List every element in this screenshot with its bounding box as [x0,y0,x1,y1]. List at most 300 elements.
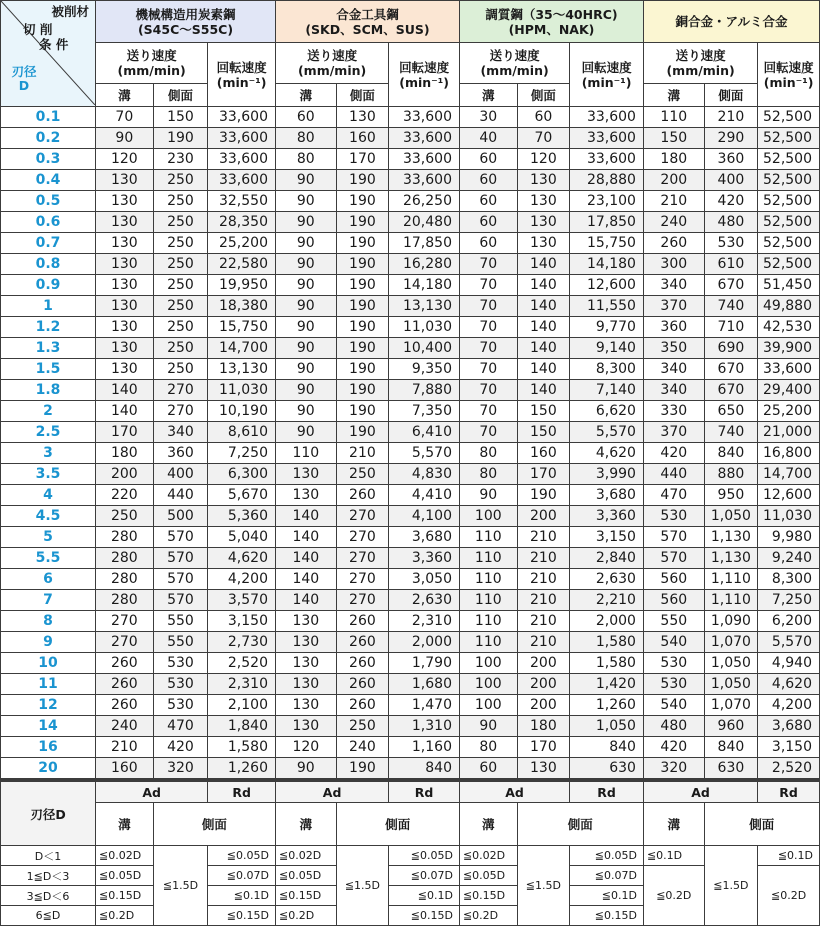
table-row [1,380,820,401]
side-feed-cell: 260 [336,674,389,695]
groove-feed-cell: 130 [275,485,336,506]
rotation-speed-cell: 52,500 [758,107,820,128]
rotation-speed-cell: 39,900 [758,338,820,359]
groove-feed-cell: 100 [459,674,517,695]
side-feed-cell: 670 [704,275,758,296]
material-header-alloy-tool-steel: 合金工具鋼 (SKD、SCM、SUS) [275,1,459,43]
rd-header: Rd [758,781,820,803]
side-feed-cell: 270 [336,527,389,548]
side-feed-cell: 170 [336,149,389,170]
groove-feed-cell: 130 [96,275,154,296]
side-feed-cell: 140 [517,275,570,296]
rotation-speed-cell: 33,600 [389,107,460,128]
groove-feed-cell: 90 [275,317,336,338]
groove-feed-cell: 110 [643,107,704,128]
groove-feed-cell: 560 [643,569,704,590]
side-feed-cell: 250 [153,212,208,233]
table-row [1,254,820,275]
rotation-speed-cell: 1,160 [389,737,460,758]
groove-tolerance-cell: ≦0.2D [96,906,154,926]
rotation-speed-cell: 15,750 [570,233,644,254]
groove-feed-cell: 240 [643,212,704,233]
side-feed-cell: 170 [517,737,570,758]
groove-feed-cell: 260 [96,653,154,674]
rotation-speed-cell: 4,830 [389,464,460,485]
groove-feed-cell: 420 [643,737,704,758]
rotation-speed-cell: 7,880 [389,380,460,401]
groove-feed-cell: 130 [96,233,154,254]
rotation-speed-cell: 52,500 [758,254,820,275]
side-feed-cell: 250 [153,317,208,338]
diameter-cell: 0.9 [1,275,96,296]
side-feed-cell: 840 [704,737,758,758]
diameter-cell: 11 [1,674,96,695]
groove-feed-cell: 80 [459,443,517,464]
rotation-speed-cell: 33,600 [208,170,276,191]
rotation-speed-cell: 2,310 [389,611,460,632]
rotation-speed-cell: 25,200 [758,401,820,422]
feed-rate-header: 送り速度 (mm/min) [459,43,569,84]
groove-feed-cell: 540 [643,695,704,716]
side-feed-cell: 740 [704,422,758,443]
groove-feed-cell: 110 [459,569,517,590]
side-feed-cell: 570 [153,590,208,611]
rotation-speed-cell: 3,680 [389,527,460,548]
groove-feed-cell: 90 [459,485,517,506]
side-feed-cell: 170 [517,464,570,485]
rotation-speed-cell: 5,570 [570,422,644,443]
rotation-speed-cell: 33,600 [389,170,460,191]
groove-feed-cell: 220 [96,485,154,506]
rotation-speed-cell: 3,680 [758,716,820,737]
side-feed-cell: 190 [336,422,389,443]
rotation-speed-cell: 23,100 [570,191,644,212]
side-feed-cell: 250 [153,359,208,380]
groove-feed-cell: 90 [275,338,336,359]
rotation-speed-cell: 9,980 [758,527,820,548]
side-feed-cell: 250 [336,716,389,737]
diameter-cell: 12 [1,695,96,716]
groove-feed-cell: 530 [643,674,704,695]
side-header: 側面 [336,84,389,107]
groove-feed-cell: 110 [459,611,517,632]
rotation-speed-cell: 9,350 [389,359,460,380]
groove-tolerance-cell: ≦0.02D [275,846,336,866]
diameter-condition-cell: 1≦D＜3 [1,866,96,886]
side-feed-cell: 630 [704,758,758,779]
groove-feed-cell: 280 [96,527,154,548]
side-feed-cell: 670 [704,359,758,380]
rd-tolerance-cell: ≦0.1D [570,886,644,906]
groove-feed-cell: 70 [459,317,517,338]
groove-feed-cell: 250 [96,506,154,527]
groove-feed-cell: 180 [643,149,704,170]
groove-feed-cell: 60 [459,758,517,779]
rotation-speed-cell: 13,130 [208,359,276,380]
rotation-speed-cell: 4,620 [758,674,820,695]
rotation-speed-cell: 20,480 [389,212,460,233]
groove-feed-cell: 90 [275,212,336,233]
groove-feed-cell: 270 [96,632,154,653]
rotation-speed-cell: 4,200 [208,569,276,590]
side-feed-cell: 210 [336,443,389,464]
groove-feed-cell: 160 [96,758,154,779]
rotation-speed-cell: 11,030 [389,317,460,338]
diameter-cell: 0.2 [1,128,96,149]
groove-feed-cell: 140 [275,527,336,548]
side-feed-cell: 270 [153,401,208,422]
rotation-speed-cell: 9,770 [570,317,644,338]
groove-header: 溝 [96,84,154,107]
side-feed-cell: 190 [336,359,389,380]
side-feed-cell: 1,090 [704,611,758,632]
side-feed-cell: 210 [704,107,758,128]
material-label: 被削材 [51,4,90,19]
diameter-cell: 0.1 [1,107,96,128]
side-feed-cell: 140 [517,359,570,380]
groove-tolerance-cell: ≦0.15D [96,886,154,906]
groove-tolerance-cell: ≦0.2D [643,866,704,926]
groove-feed-cell: 60 [459,233,517,254]
side-feed-cell: 690 [704,338,758,359]
side-feed-cell: 340 [153,422,208,443]
side-feed-cell: 190 [336,296,389,317]
material-header-copper-aluminum: 銅合金・アルミ合金 [643,1,819,43]
groove-feed-cell: 80 [275,128,336,149]
diameter-cell: 9 [1,632,96,653]
groove-feed-cell: 200 [96,464,154,485]
rotation-speed-cell: 630 [570,758,644,779]
side-feed-cell: 480 [704,212,758,233]
side-feed-cell: 210 [517,548,570,569]
rotation-speed-cell: 4,940 [758,653,820,674]
side-ad-tolerance-cell: ≦1.5D [336,846,389,926]
side-feed-cell: 400 [704,170,758,191]
diameter-cell: 6 [1,569,96,590]
rotation-speed-cell: 2,840 [570,548,644,569]
groove-feed-cell: 70 [459,401,517,422]
rotation-speed-cell: 1,580 [570,653,644,674]
rd-tolerance-cell: ≦0.07D [208,866,276,886]
groove-feed-cell: 30 [459,107,517,128]
groove-feed-cell: 90 [275,233,336,254]
side-feed-cell: 1,130 [704,527,758,548]
material-header-carbon-steel: 機械構造用炭素鋼 (S45C〜S55C) [96,1,276,43]
groove-feed-cell: 130 [96,254,154,275]
diameter-cell: 1.3 [1,338,96,359]
table-row [1,548,820,569]
side-feed-cell: 1,110 [704,590,758,611]
side-feed-cell: 550 [153,611,208,632]
groove-feed-cell: 340 [643,380,704,401]
rotation-speed-cell: 10,400 [389,338,460,359]
table-row [1,569,820,590]
groove-feed-cell: 330 [643,401,704,422]
groove-feed-cell: 90 [275,254,336,275]
rotation-speed-cell: 52,500 [758,170,820,191]
groove-feed-cell: 130 [96,170,154,191]
side-feed-cell: 190 [336,191,389,212]
rotation-speed-cell: 33,600 [570,107,644,128]
groove-feed-cell: 260 [96,695,154,716]
rotation-speed-cell: 16,800 [758,443,820,464]
groove-feed-cell: 130 [96,212,154,233]
ad-header: Ad [643,781,757,803]
side-feed-cell: 530 [704,233,758,254]
rotation-speed-cell: 28,350 [208,212,276,233]
diameter-cell: 3 [1,443,96,464]
groove-feed-cell: 100 [459,695,517,716]
side-feed-cell: 440 [153,485,208,506]
table-row [1,107,820,128]
side-feed-cell: 190 [517,485,570,506]
table-row [1,716,820,737]
diameter-cell: 20 [1,758,96,779]
groove-feed-cell: 200 [643,170,704,191]
groove-feed-cell: 70 [459,359,517,380]
groove-feed-cell: 280 [96,548,154,569]
groove-feed-cell: 70 [459,254,517,275]
table-row [1,443,820,464]
side-feed-cell: 60 [517,107,570,128]
table-row [1,275,820,296]
groove-feed-cell: 70 [459,296,517,317]
groove-feed-cell: 550 [643,611,704,632]
side-feed-cell: 550 [153,632,208,653]
groove-feed-cell: 130 [96,191,154,212]
groove-header: 溝 [643,84,704,107]
side-feed-cell: 210 [517,590,570,611]
table-row [1,401,820,422]
side-feed-cell: 710 [704,317,758,338]
feed-rate-header: 送り速度 (mm/min) [275,43,388,84]
groove-feed-cell: 340 [643,359,704,380]
side-feed-cell: 420 [153,737,208,758]
rotation-speed-cell: 22,580 [208,254,276,275]
diameter-cell: 3.5 [1,464,96,485]
rotation-speed-cell: 840 [570,737,644,758]
rotation-speed-cell: 5,570 [758,632,820,653]
rotation-speed-cell: 52,500 [758,128,820,149]
table-row [1,170,820,191]
rotation-speed-cell: 1,260 [570,695,644,716]
side-header: 側面 [704,84,758,107]
side-feed-cell: 190 [336,212,389,233]
tolerance-row [1,846,820,866]
groove-feed-cell: 370 [643,422,704,443]
groove-feed-cell: 40 [459,128,517,149]
side-feed-cell: 190 [336,758,389,779]
feed-rate-header: 送り速度 (mm/min) [643,43,757,84]
table-row [1,632,820,653]
side-feed-cell: 570 [153,569,208,590]
side-feed-cell: 650 [704,401,758,422]
diameter-cell: 0.4 [1,170,96,191]
groove-feed-cell: 140 [275,506,336,527]
ad-header: Ad [275,781,388,803]
rotation-speed-cell: 4,200 [758,695,820,716]
rotation-speed-cell: 17,850 [570,212,644,233]
table-row [1,590,820,611]
rotation-speed-cell: 32,550 [208,191,276,212]
side-feed-cell: 210 [517,569,570,590]
table-row [1,695,820,716]
groove-feed-cell: 280 [96,590,154,611]
rotation-speed-cell: 11,550 [570,296,644,317]
side-feed-cell: 320 [153,758,208,779]
groove-feed-cell: 90 [96,128,154,149]
rotation-speed-cell: 18,380 [208,296,276,317]
groove-feed-cell: 130 [96,317,154,338]
tolerance-row [1,866,820,886]
groove-feed-cell: 130 [275,632,336,653]
rotation-speed-cell: 7,250 [758,590,820,611]
side-feed-cell: 200 [517,674,570,695]
rotation-speed-cell: 1,050 [570,716,644,737]
rd-tolerance-cell: ≦0.1D [758,846,820,866]
rotation-speed-cell: 33,600 [389,128,460,149]
side-feed-cell: 400 [153,464,208,485]
groove-feed-cell: 140 [275,569,336,590]
rotation-speed-cell: 1,420 [570,674,644,695]
rotation-speed-cell: 4,620 [570,443,644,464]
side-feed-cell: 570 [153,527,208,548]
groove-feed-cell: 360 [643,317,704,338]
diameter-cell: 0.6 [1,212,96,233]
table-row [1,191,820,212]
rotation-speed-cell: 2,730 [208,632,276,653]
side-feed-cell: 140 [517,380,570,401]
side-feed-cell: 190 [336,275,389,296]
rotation-speed-header: 回転速度 (min⁻¹) [758,43,820,107]
groove-feed-cell: 90 [275,758,336,779]
table-row [1,359,820,380]
rotation-speed-cell: 1,790 [389,653,460,674]
table-row [1,527,820,548]
groove-feed-cell: 60 [459,149,517,170]
side-feed-cell: 610 [704,254,758,275]
diameter-cell: 0.8 [1,254,96,275]
groove-feed-cell: 70 [459,275,517,296]
diameter-cell: 0.3 [1,149,96,170]
groove-feed-cell: 260 [643,233,704,254]
groove-feed-cell: 420 [643,443,704,464]
rotation-speed-cell: 19,950 [208,275,276,296]
rotation-speed-cell: 15,750 [208,317,276,338]
diameter-cell: 16 [1,737,96,758]
table-row [1,317,820,338]
rotation-speed-cell: 14,700 [758,464,820,485]
rotation-speed-cell: 3,150 [570,527,644,548]
rotation-speed-cell: 33,600 [758,359,820,380]
rd-header: Rd [570,781,644,803]
rotation-speed-cell: 4,410 [389,485,460,506]
rotation-speed-cell: 1,840 [208,716,276,737]
rotation-speed-cell: 3,680 [570,485,644,506]
groove-feed-cell: 530 [643,506,704,527]
groove-tolerance-cell: ≦0.02D [96,846,154,866]
diameter-cell: 10 [1,653,96,674]
rotation-speed-cell: 3,360 [570,506,644,527]
rd-tolerance-cell: ≦0.05D [208,846,276,866]
side-feed-cell: 260 [336,653,389,674]
side-feed-cell: 530 [153,695,208,716]
side-feed-cell: 190 [336,233,389,254]
rotation-speed-cell: 10,190 [208,401,276,422]
groove-feed-cell: 370 [643,296,704,317]
rotation-speed-cell: 3,360 [389,548,460,569]
side-feed-cell: 1,050 [704,674,758,695]
rotation-speed-cell: 5,670 [208,485,276,506]
side-feed-cell: 530 [153,674,208,695]
rotation-speed-cell: 52,500 [758,233,820,254]
rotation-speed-cell: 21,000 [758,422,820,443]
groove-feed-cell: 130 [275,716,336,737]
tolerance-groove-header: 溝 [643,803,704,846]
side-feed-cell: 120 [517,149,570,170]
groove-feed-cell: 100 [459,653,517,674]
side-feed-cell: 250 [153,254,208,275]
groove-feed-cell: 340 [643,275,704,296]
rotation-speed-cell: 52,500 [758,149,820,170]
diameter-cell: 0.7 [1,233,96,254]
groove-feed-cell: 60 [459,212,517,233]
rotation-speed-cell: 840 [389,758,460,779]
side-feed-cell: 1,110 [704,569,758,590]
rotation-speed-cell: 14,700 [208,338,276,359]
groove-feed-cell: 470 [643,485,704,506]
rotation-speed-cell: 14,180 [570,254,644,275]
rotation-speed-cell: 8,300 [758,569,820,590]
diameter-condition-cell: 3≦D＜6 [1,886,96,906]
side-feed-cell: 840 [704,443,758,464]
groove-tolerance-cell: ≦0.05D [275,866,336,886]
groove-feed-cell: 70 [96,107,154,128]
side-feed-cell: 500 [153,506,208,527]
ad-header: Ad [459,781,569,803]
side-feed-cell: 960 [704,716,758,737]
rotation-speed-cell: 3,570 [208,590,276,611]
table-row [1,737,820,758]
table-row [1,422,820,443]
ad-header: Ad [96,781,208,803]
rotation-speed-cell: 11,030 [758,506,820,527]
side-feed-cell: 570 [153,548,208,569]
side-feed-cell: 740 [704,296,758,317]
rotation-speed-header: 回転速度 (min⁻¹) [389,43,460,107]
rotation-speed-cell: 7,250 [208,443,276,464]
groove-feed-cell: 130 [96,338,154,359]
rd-tolerance-cell: ≦0.05D [389,846,460,866]
tolerance-groove-header: 溝 [459,803,517,846]
side-feed-cell: 530 [153,653,208,674]
side-feed-cell: 190 [336,401,389,422]
rotation-speed-cell: 12,600 [570,275,644,296]
side-feed-cell: 70 [517,128,570,149]
rotation-speed-cell: 49,880 [758,296,820,317]
rotation-speed-cell: 2,000 [570,611,644,632]
side-feed-cell: 950 [704,485,758,506]
table-row [1,338,820,359]
rotation-speed-cell: 33,600 [570,128,644,149]
rotation-speed-cell: 8,610 [208,422,276,443]
groove-feed-cell: 180 [96,443,154,464]
side-feed-cell: 1,130 [704,548,758,569]
table-row [1,233,820,254]
side-feed-cell: 140 [517,317,570,338]
table-row [1,149,820,170]
groove-feed-cell: 300 [643,254,704,275]
